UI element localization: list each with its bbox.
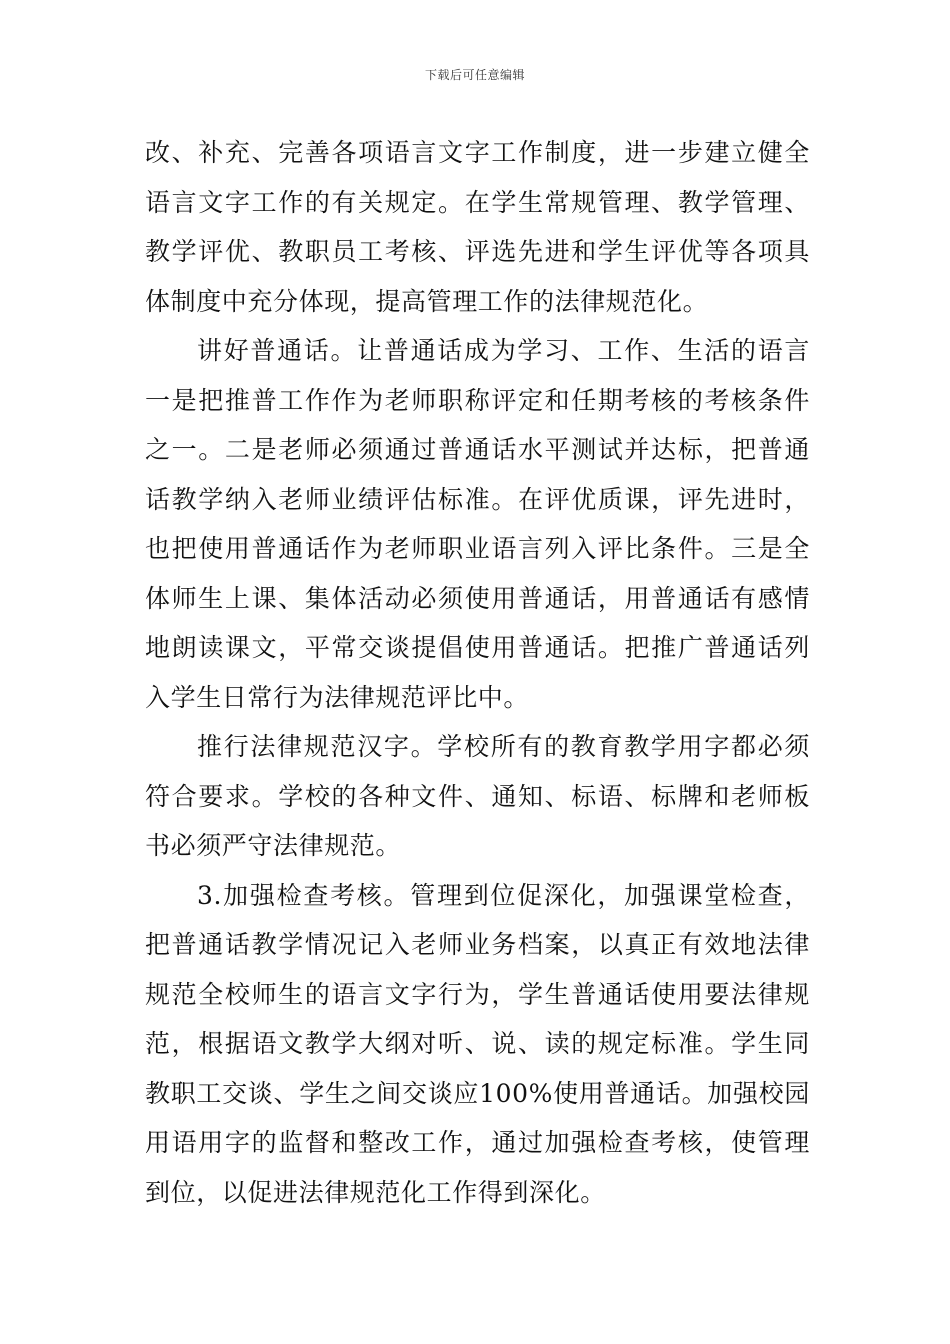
paragraph-3: 推行法律规范汉字。学校所有的教育教学用字都必须符合要求。学校的各种文件、通知、标语、标牌和老师板书必须严守法律规范。 (145, 732, 810, 860)
document-body (145, 128, 810, 1217)
paragraph-2: 讲好普通话。让普通话成为学习、工作、生活的语言一是把推普工作作为老师职称评定和任期考核的考核条件之一。二是老师必须通过普通话水平测试并达标，把普通话教学纳入老师业绩评估标准。在评优质课，评先进时，也把使用普通话作为老师职业语言列入评比条件。三是全体师生上课、集体活动必须使用普通话，用普通话有感情地朗读课文，平常交谈提倡使用普通话。把推广普通话列入学生日常行为法律规范评比中。 (145, 336, 810, 712)
paragraph-1: 改、补充、完善各项语言文字工作制度，进一步建立健全语言文字工作的有关规定。在学生常规管理、教学管理、教学评优、教职员工考核、评选先进和学生评优等各项具体制度中充分体现，提高管理工作的法律规范化。 (145, 138, 810, 316)
paragraph-4: 3.加强检查考核。管理到位促深化，加强课堂检查，把普通话教学情况记入老师业务档案，以真正有效地法律规范全校师生的语言文字行为，学生普通话使用要法律规范，根据语文教学大纲对听、说、读的规定标准。学生同教职工交谈、学生之间交谈应100%使用普通话。加强校园用语用字的监督和整改工作，通过加强检查考核，使管理到位，以促进法律规范化工作得到深化。 (145, 880, 810, 1207)
page-header-note: 下载后可任意编辑 (424, 68, 525, 82)
